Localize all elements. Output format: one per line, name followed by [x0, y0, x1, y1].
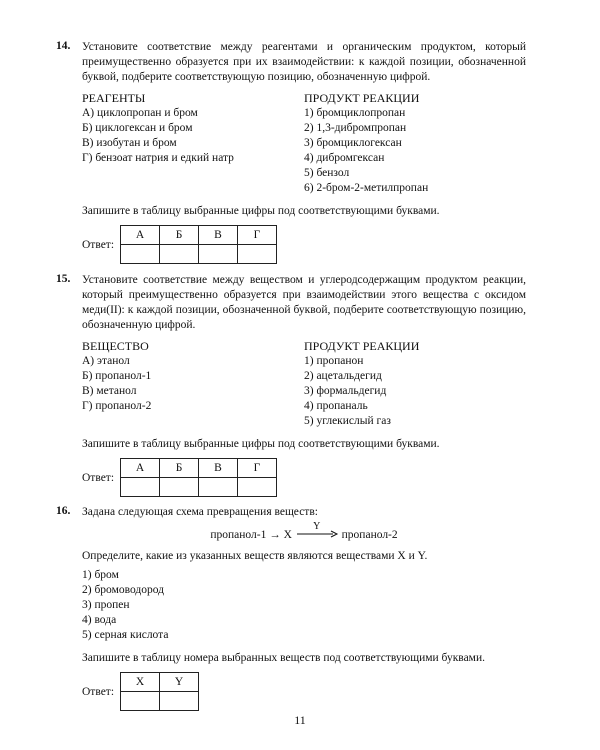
list-item: В) метанол — [82, 385, 137, 397]
left-column — [82, 91, 304, 196]
column-header: РЕАГЕНТЫ — [82, 91, 146, 105]
instruction: Запишите в таблицу выбранные цифры под соответствующими буквами. — [82, 438, 440, 450]
task-16 — [56, 505, 526, 711]
list-item: 3) пропен — [82, 599, 130, 611]
list-item: 2) 1,3-дибромпропан — [304, 122, 407, 134]
answer-block — [82, 672, 526, 711]
task-14 — [56, 40, 526, 264]
list-item: Г) бензоат натрия и едкий натр — [82, 152, 234, 164]
list-item: 1) бром — [82, 569, 119, 581]
answer-table — [120, 458, 277, 497]
list-item: В) изобутан и бром — [82, 137, 177, 149]
list-item: А) этанол — [82, 355, 130, 367]
list-item: 5) углекислый газ — [304, 415, 391, 427]
arrow-icon — [295, 521, 339, 543]
left-column — [82, 339, 304, 429]
list-item: 2) бромоводород — [82, 584, 165, 596]
list-item: 6) 2-бром-2-метилпропан — [304, 182, 429, 194]
task-number: 16. — [56, 505, 71, 517]
task-intro: Задана следующая схема превращения веществ: — [82, 506, 318, 518]
list-item: 1) бромциклопропан — [304, 107, 406, 119]
list-item: 2) ацетальдегид — [304, 370, 382, 382]
task-number: 14. — [56, 40, 71, 52]
table-header-cell: Г — [238, 226, 277, 245]
table-header-cell: А — [121, 459, 160, 478]
table-header-cell: В — [199, 226, 238, 245]
options-list — [82, 568, 526, 643]
answer-cell[interactable] — [160, 245, 199, 264]
answer-block — [82, 458, 526, 497]
task-question: Определите, какие из указанных веществ являются веществами X и Y. — [82, 550, 428, 562]
task-15 — [56, 273, 526, 497]
column-header: ВЕЩЕСТВО — [82, 339, 149, 353]
list-item: 4) дибромгексан — [304, 152, 385, 164]
answer-block — [82, 225, 526, 264]
answer-cell[interactable] — [121, 692, 160, 711]
scheme-end: пропанол-2 — [341, 529, 398, 541]
list-item: А) циклопропан и бром — [82, 107, 198, 119]
answer-table — [120, 225, 277, 264]
column-header: ПРОДУКТ РЕАКЦИИ — [304, 91, 420, 105]
answer-cell[interactable] — [238, 245, 277, 264]
right-column — [304, 91, 526, 196]
list-item: 5) серная кислота — [82, 629, 169, 641]
table-header-cell: Б — [160, 226, 199, 245]
table-header-cell: В — [199, 459, 238, 478]
table-header-cell: Г — [238, 459, 277, 478]
table-header-cell: X — [121, 673, 160, 692]
scheme-start: пропанол-1 → X — [210, 529, 292, 541]
answer-label: Ответ: — [82, 238, 115, 251]
answer-table — [120, 672, 199, 711]
list-item: 5) бензол — [304, 167, 350, 179]
list-item: 4) вода — [82, 614, 117, 626]
answer-label: Ответ: — [82, 685, 115, 698]
page-number: 11 — [294, 713, 306, 727]
table-header-cell: Y — [160, 673, 199, 692]
reaction-scheme — [82, 521, 526, 543]
right-column — [304, 339, 526, 429]
list-item: 4) пропаналь — [304, 400, 368, 412]
column-header: ПРОДУКТ РЕАКЦИИ — [304, 339, 420, 353]
answer-cell[interactable] — [199, 478, 238, 497]
instruction: Запишите в таблицу номера выбранных веществ под соответствующими буквами. — [82, 652, 485, 664]
answer-label: Ответ: — [82, 471, 115, 484]
list-item: 3) формальдегид — [304, 385, 387, 397]
list-item: 3) бромциклогексан — [304, 137, 402, 149]
task-intro: Установите соответствие между веществом и углеродсодержащим продуктом реакции, который преимущественно образуется при взаимодействии этого вещества с оксидом меди(II): к каждой позиции, обозначенной буквой, подберите соответствующую позицию, обозначенную цифрой. — [82, 274, 526, 331]
answer-cell[interactable] — [238, 478, 277, 497]
answer-cell[interactable] — [121, 245, 160, 264]
list-item: 1) пропанон — [304, 355, 364, 367]
table-header-cell: А — [121, 226, 160, 245]
answer-cell[interactable] — [160, 478, 199, 497]
task-number: 15. — [56, 273, 71, 285]
instruction: Запишите в таблицу выбранные цифры под соответствующими буквами. — [82, 205, 440, 217]
table-header-cell: Б — [160, 459, 199, 478]
list-item: Б) пропанол-1 — [82, 370, 152, 382]
scheme-reagent: Y — [313, 521, 321, 532]
answer-cell[interactable] — [199, 245, 238, 264]
list-item: Г) пропанол-2 — [82, 400, 152, 412]
list-item: Б) циклогексан и бром — [82, 122, 193, 134]
answer-cell[interactable] — [160, 692, 199, 711]
answer-cell[interactable] — [121, 478, 160, 497]
task-intro: Установите соответствие между реагентами и органическим продуктом, который преимущественно образуется при их взаимодействии: к каждой позиции, обозначенной буквой, подберите соответствующую позицию, обозначенную цифрой. — [82, 41, 526, 83]
